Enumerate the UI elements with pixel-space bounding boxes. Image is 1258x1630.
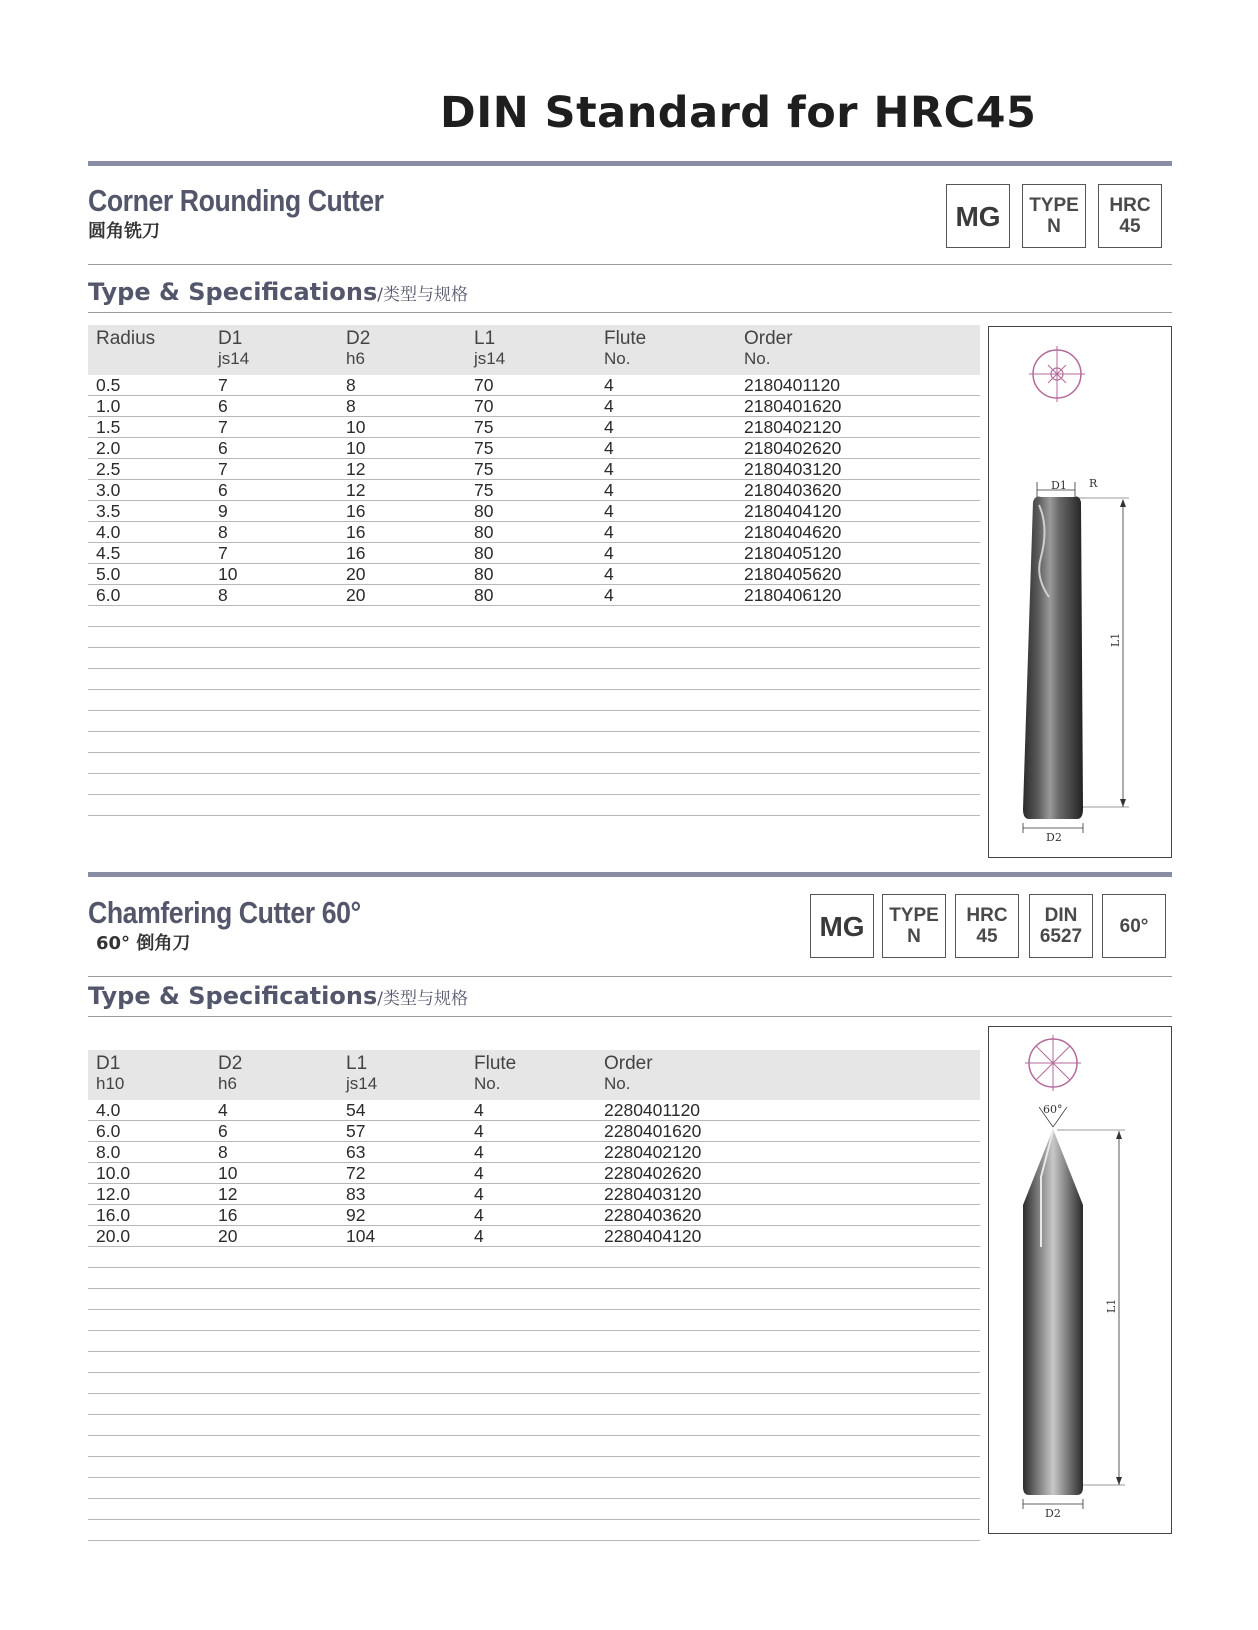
- table-row: [88, 1163, 980, 1184]
- empty-table-row: [88, 669, 980, 690]
- table-cell: 72: [346, 1163, 366, 1183]
- table-cell: 2180402620: [744, 438, 842, 458]
- section1-spec-heading-cn: /类型与规格: [377, 285, 468, 305]
- empty-table-row: [88, 732, 980, 753]
- table-cell: 104: [346, 1226, 376, 1246]
- table-cell: 4: [474, 1163, 484, 1183]
- col-header: L1 js14: [474, 328, 506, 368]
- empty-table-row: [88, 690, 980, 711]
- col-header: Flute No.: [604, 328, 647, 368]
- table-cell: 8: [346, 396, 356, 416]
- empty-table-row: [88, 1331, 980, 1352]
- col-header: D2 h6: [218, 1053, 243, 1093]
- table-cell: 2280403120: [604, 1184, 702, 1204]
- table-cell: 2180404620: [744, 522, 842, 542]
- table-cell: 8: [218, 1142, 228, 1162]
- section2-title: Chamfering Cutter 60°: [88, 895, 361, 930]
- table-cell: 9: [218, 501, 228, 521]
- table-cell: 2280401120: [604, 1100, 701, 1120]
- table-cell: 2280403620: [604, 1205, 702, 1225]
- table-cell: 6.0: [96, 585, 121, 605]
- table-cell: 16: [218, 1205, 238, 1225]
- table-cell: 2.0: [96, 438, 121, 458]
- table-cell: 6: [218, 396, 228, 416]
- table-cell: 7: [218, 459, 228, 479]
- col-header: Order No.: [744, 328, 793, 368]
- table-cell: 20: [346, 564, 366, 584]
- table-cell: 3.5: [96, 501, 121, 521]
- table-cell: 10: [346, 417, 366, 437]
- table-cell: 6: [218, 480, 228, 500]
- cutter-illustration: [989, 327, 1173, 859]
- table-row: [88, 522, 980, 543]
- empty-table-row: [88, 1310, 980, 1331]
- empty-table-row: [88, 795, 980, 816]
- table-cell: 4: [474, 1184, 484, 1204]
- badge-mg-text: MG: [819, 910, 865, 942]
- col-header: D1 js14: [218, 328, 250, 368]
- section2-spec-heading-en: Type & Specifications: [88, 982, 378, 1010]
- col-header: D2 h6: [346, 328, 371, 368]
- badge-type: [1022, 184, 1086, 248]
- table-body: [88, 375, 980, 816]
- table-cell: 12: [346, 459, 366, 479]
- table-cell: 7: [218, 417, 228, 437]
- badge-mg: [946, 184, 1010, 248]
- badge-din-value: 6527: [1039, 926, 1083, 947]
- table-cell: 4: [474, 1121, 484, 1141]
- table-cell: 2180401120: [744, 375, 841, 395]
- empty-table-row: [88, 1373, 980, 1394]
- badge-mg-text: MG: [955, 200, 1001, 232]
- badge-type-label: TYPE: [1029, 195, 1079, 216]
- empty-table-row: [88, 1436, 980, 1457]
- empty-table-row: [88, 1520, 980, 1541]
- table-cell: 80: [474, 501, 494, 521]
- section1-badges: [940, 184, 1172, 248]
- table-cell: 2180403620: [744, 480, 842, 500]
- table-cell: 63: [346, 1142, 366, 1162]
- table-cell: 92: [346, 1205, 366, 1225]
- table-cell: 54: [346, 1100, 366, 1120]
- angle-label: 60°: [1043, 1103, 1063, 1116]
- table-cell: 0.5: [96, 375, 121, 395]
- empty-table-row: [88, 1478, 980, 1499]
- table-cell: 2180406120: [744, 585, 842, 605]
- r-label: R: [1089, 477, 1098, 490]
- table-cell: 12: [346, 480, 366, 500]
- table-row: [88, 438, 980, 459]
- badge-type-label: TYPE: [889, 905, 939, 926]
- section2-rule-top: [88, 976, 1172, 977]
- empty-table-row: [88, 711, 980, 732]
- section2-badges: [800, 894, 1172, 958]
- section1-title: Corner Rounding Cutter: [88, 183, 384, 218]
- d2-label: D2: [1045, 1507, 1061, 1520]
- table-cell: 4: [604, 564, 614, 584]
- empty-table-row: [88, 648, 980, 669]
- table-cell: 16: [346, 501, 366, 521]
- table-cell: 70: [474, 375, 494, 395]
- table-row: [88, 501, 980, 522]
- table-cell: 2280401620: [604, 1121, 702, 1141]
- cutter-illustration: [989, 1027, 1173, 1535]
- empty-table-row: [88, 774, 980, 795]
- corner-rounding-drawing: [988, 326, 1172, 858]
- table-cell: 20: [346, 585, 366, 605]
- table-cell: 2280404120: [604, 1226, 702, 1246]
- table-cell: 75: [474, 438, 494, 458]
- badge-hrc: [1098, 184, 1162, 248]
- table-row: [88, 1121, 980, 1142]
- empty-table-row: [88, 627, 980, 648]
- badge-hrc-value: 45: [976, 926, 998, 947]
- col-header: Flute No.: [474, 1053, 517, 1093]
- badge-mg: [810, 894, 874, 958]
- table-header: [88, 1050, 980, 1100]
- l1-label: L1: [1105, 1298, 1118, 1313]
- table-cell: 4: [604, 459, 614, 479]
- table-cell: 1.0: [96, 396, 121, 416]
- empty-table-row: [88, 1289, 980, 1310]
- table-cell: 8: [218, 522, 228, 542]
- table-cell: 8.0: [96, 1142, 121, 1162]
- empty-table-row: [88, 1352, 980, 1373]
- col-header: Radius: [96, 328, 156, 349]
- table-cell: 4.0: [96, 522, 121, 542]
- col-header: L1 js14: [346, 1053, 378, 1093]
- table-cell: 70: [474, 396, 494, 416]
- section2-spec-heading: [88, 982, 468, 1010]
- badge-angle-value: 60°: [1119, 915, 1149, 937]
- table-cell: 2180401620: [744, 396, 842, 416]
- table-cell: 10.0: [96, 1163, 131, 1183]
- badge-hrc-value: 45: [1119, 216, 1141, 237]
- table-cell: 4: [218, 1100, 228, 1120]
- table-cell: 8: [346, 375, 356, 395]
- l1-label: L1: [1109, 632, 1122, 647]
- table-cell: 7: [218, 543, 228, 563]
- empty-table-row: [88, 1499, 980, 1520]
- table-row: [88, 375, 980, 396]
- empty-table-row: [88, 1415, 980, 1436]
- table-row: [88, 1226, 980, 1247]
- table-cell: 6: [218, 1121, 228, 1141]
- section2-title-cn: 60° 倒角刀: [96, 933, 191, 954]
- empty-table-row: [88, 753, 980, 774]
- table-cell: 75: [474, 417, 494, 437]
- table-cell: 1.5: [96, 417, 121, 437]
- table-cell: 4: [604, 396, 614, 416]
- table-cell: 16: [346, 543, 366, 563]
- table-cell: 6.0: [96, 1121, 121, 1141]
- table-cell: 80: [474, 543, 494, 563]
- d1-label: D1: [1051, 479, 1067, 492]
- table-cell: 80: [474, 585, 494, 605]
- table-cell: 4: [604, 543, 614, 563]
- table-cell: 57: [346, 1121, 366, 1141]
- badge-type-value: N: [1047, 216, 1061, 237]
- table-row: [88, 459, 980, 480]
- table-cell: 83: [346, 1184, 366, 1204]
- table-cell: 16: [346, 522, 366, 542]
- table-cell: 4: [604, 501, 614, 521]
- table-row: [88, 543, 980, 564]
- table-cell: 12.0: [96, 1184, 131, 1204]
- table-cell: 4: [604, 585, 614, 605]
- table-row: [88, 1184, 980, 1205]
- table-cell: 16.0: [96, 1205, 131, 1225]
- badge-angle: [1102, 894, 1166, 958]
- section1-spec-heading-en: Type & Specifications: [88, 278, 378, 306]
- badge-din-label: DIN: [1044, 905, 1078, 926]
- table-cell: 8: [218, 585, 228, 605]
- table-cell: 20: [218, 1226, 238, 1246]
- table-cell: 2280402120: [604, 1142, 702, 1162]
- end-view-icon: [1029, 346, 1085, 402]
- table-cell: 4: [604, 438, 614, 458]
- table-cell: 5.0: [96, 564, 121, 584]
- table-cell: 4: [604, 375, 614, 395]
- section2-rule-thick: [88, 872, 1172, 877]
- table-cell: 4: [604, 480, 614, 500]
- section2-spec-heading-cn: /类型与规格: [377, 989, 468, 1009]
- table-cell: 2180404120: [744, 501, 842, 521]
- table-cell: 12: [218, 1184, 238, 1204]
- badge-hrc-label: HRC: [966, 905, 1008, 926]
- table-cell: 20.0: [96, 1226, 131, 1246]
- table-cell: 4.0: [96, 1100, 121, 1120]
- section1-spec-heading: [88, 278, 468, 306]
- section2-rule-spec: [88, 1016, 1172, 1017]
- table-cell: 7: [218, 375, 228, 395]
- badge-type-value: N: [907, 926, 921, 947]
- section1-rule-top: [88, 264, 1172, 265]
- table-row: [88, 417, 980, 438]
- section1-spec-table: [88, 325, 980, 816]
- d2-label: D2: [1046, 831, 1062, 844]
- section2-spec-table: [88, 1050, 980, 1541]
- empty-table-row: [88, 1457, 980, 1478]
- table-row: [88, 1100, 980, 1121]
- empty-table-row: [88, 606, 980, 627]
- section1-rule-spec: [88, 312, 1172, 313]
- table-cell: 4: [604, 522, 614, 542]
- col-header: Order No.: [604, 1053, 653, 1093]
- badge-hrc-label: HRC: [1109, 195, 1151, 216]
- table-row: [88, 1142, 980, 1163]
- table-cell: 80: [474, 564, 494, 584]
- title-rule: [88, 161, 1172, 166]
- empty-table-row: [88, 1247, 980, 1268]
- section1-title-cn: 圆角铣刀: [88, 221, 160, 242]
- table-cell: 75: [474, 459, 494, 479]
- table-cell: 80: [474, 522, 494, 542]
- table-body: [88, 1100, 980, 1541]
- badge-type: [882, 894, 946, 958]
- table-cell: 2280402620: [604, 1163, 702, 1183]
- empty-table-row: [88, 1394, 980, 1415]
- table-cell: 10: [218, 564, 238, 584]
- table-cell: 75: [474, 480, 494, 500]
- badge-hrc: [955, 894, 1019, 958]
- table-cell: 3.0: [96, 480, 121, 500]
- table-row: [88, 564, 980, 585]
- table-cell: 4: [474, 1100, 484, 1120]
- table-cell: 2180405620: [744, 564, 842, 584]
- page-title: DIN Standard for HRC45: [440, 88, 1037, 138]
- table-cell: 4: [474, 1226, 484, 1246]
- chamfering-drawing: [988, 1026, 1172, 1534]
- table-cell: 10: [346, 438, 366, 458]
- table-cell: 4.5: [96, 543, 121, 563]
- table-row: [88, 1205, 980, 1226]
- table-row: [88, 396, 980, 417]
- table-cell: 4: [604, 417, 614, 437]
- table-cell: 4: [474, 1205, 484, 1225]
- table-row: [88, 480, 980, 501]
- table-cell: 6: [218, 438, 228, 458]
- badge-din: [1029, 894, 1093, 958]
- table-cell: 2180403120: [744, 459, 842, 479]
- end-view-icon: [1025, 1035, 1081, 1091]
- table-cell: 2180405120: [744, 543, 842, 563]
- col-header: D1 h10: [96, 1053, 125, 1093]
- table-row: [88, 585, 980, 606]
- table-cell: 4: [474, 1142, 484, 1162]
- table-cell: 2.5: [96, 459, 121, 479]
- table-cell: 10: [218, 1163, 238, 1183]
- table-cell: 2180402120: [744, 417, 842, 437]
- table-header: [88, 325, 980, 375]
- empty-table-row: [88, 1268, 980, 1289]
